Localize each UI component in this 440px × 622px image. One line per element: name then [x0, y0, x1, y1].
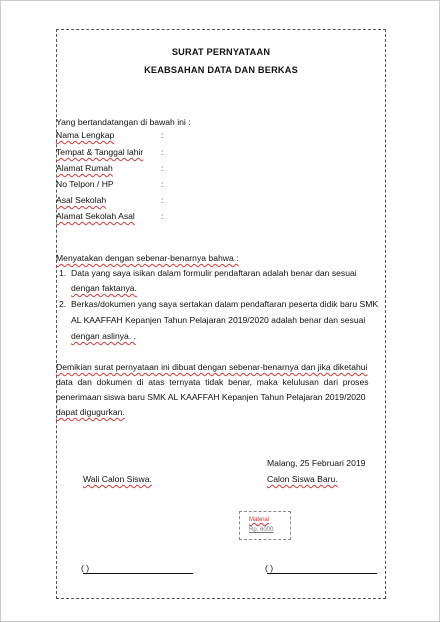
- field-label-name: Nama Lengkap: [56, 130, 115, 140]
- signature-line-student: [267, 564, 377, 574]
- field-colon: :: [161, 147, 164, 157]
- item-2-line-2: AL KAAFFAH Kepanjen Tahun Pelajaran 2019/2020 adalah benar dan sesuai: [71, 315, 366, 325]
- document-subtitle: KEABSAHAN DATA DAN BERKAS: [144, 65, 298, 75]
- item-2-line-3: dengan aslinya. .: [71, 331, 136, 341]
- closing-line-2: data dan dokumen di atas ternyata tidak benar, maka kelulusan dari proses: [56, 377, 369, 387]
- intro-line: Yang bertandatangan di bawah ini :: [56, 117, 191, 127]
- closing-line-1: Demikian surat pernyataan ini dibuat dengan sebenar-benarnya dan jika diketahui: [56, 362, 368, 372]
- field-colon: :: [161, 211, 164, 221]
- document-title: SURAT PERNYATAAN: [171, 47, 271, 57]
- signature-paren-guardian: ( ): [81, 563, 90, 573]
- field-label-address: Alamat Rumah: [56, 163, 113, 173]
- item-number: 1.: [59, 268, 67, 278]
- field-colon: :: [161, 163, 164, 173]
- closing-line-3: penerimaan siswa baru SMK AL KAAFFAH Kepanjen Tahun Pelajaran 2019/2020: [56, 392, 366, 402]
- signer-guardian-label: Wali Calon Siswa.: [83, 474, 152, 484]
- statement-intro: Menyatakan dengan sebenar-benarnya bahwa :: [56, 253, 239, 263]
- field-label-birth: Tempat & Tanggal lahir: [56, 147, 144, 157]
- field-label-school-address: Alamat Sekolah Asal: [56, 211, 135, 221]
- field-colon: :: [161, 130, 164, 140]
- item-2-line-1: Berkas/dokumen yang saya sertakan dalam pendaftaran peserta didik baru SMK: [71, 299, 379, 309]
- stamp-line-2: Rp. 6000: [249, 527, 274, 533]
- place-date: Malang, 25 Februari 2019: [267, 458, 366, 468]
- signature-line-guardian: [83, 564, 193, 574]
- field-label-school: Asal Sekolah: [56, 195, 107, 205]
- intro-text: [56, 117, 191, 128]
- item-number: 2.: [59, 299, 67, 309]
- page-margin-frame: [56, 29, 386, 599]
- stamp-line-1: Materai: [249, 517, 270, 523]
- field-label-phone: No Telpon / HP: [56, 179, 114, 189]
- field-colon: :: [161, 195, 164, 205]
- field-colon: :: [161, 179, 164, 189]
- item-1-line-1: Data yang saya isikan dalam formulir pendaftaran adalah benar dan sesuai: [71, 268, 357, 278]
- closing-line-4: dapat digugurkan.: [56, 407, 125, 417]
- signer-student-label: Calon Siswa Baru.: [267, 474, 338, 484]
- item-1-line-2: dengan faktanya.: [71, 283, 137, 293]
- signature-paren-student: ( ): [265, 563, 274, 573]
- stamp-duty-box: [239, 511, 291, 540]
